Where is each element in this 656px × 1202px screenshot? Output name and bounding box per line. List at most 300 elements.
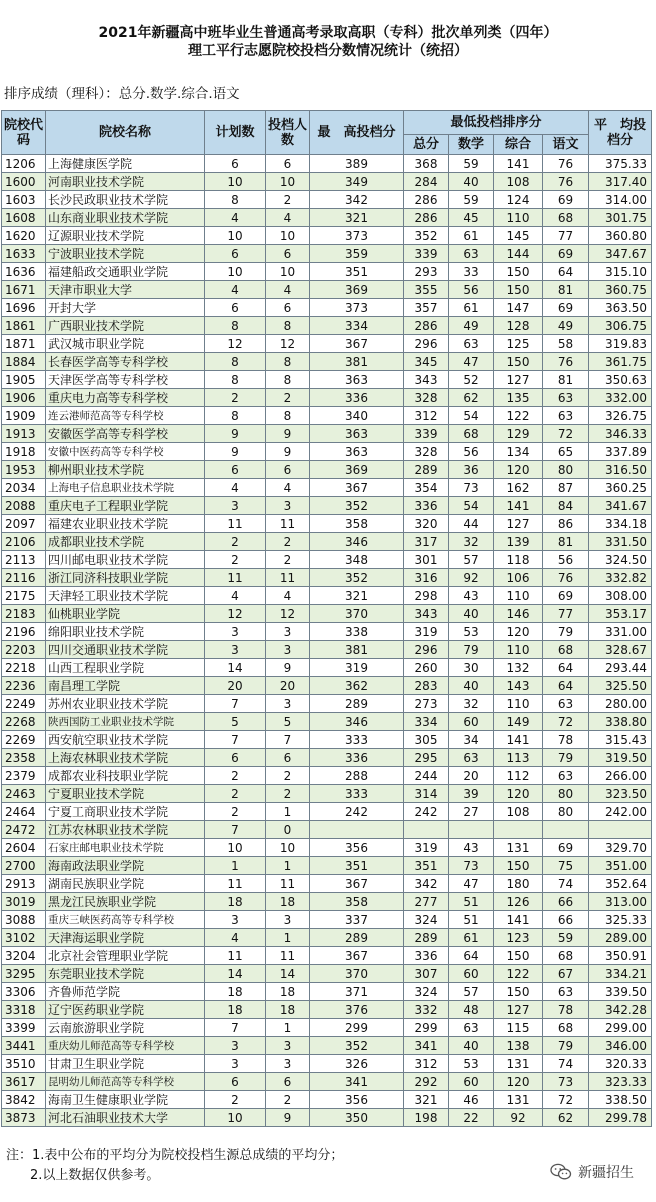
cell-math: 32	[449, 533, 494, 551]
cell-filed: 3	[266, 911, 310, 929]
cell-total: 339	[404, 425, 449, 443]
cell-code: 3510	[2, 1055, 46, 1073]
cell-max: 356	[310, 839, 404, 857]
table-row	[2, 641, 652, 659]
cell-chinese: 59	[543, 929, 589, 947]
cell-math: 63	[449, 749, 494, 767]
cell-max: 359	[310, 245, 404, 263]
cell-total: 312	[404, 407, 449, 425]
cell-name: 四川邮电职业技术学院	[46, 551, 205, 569]
cell-filed: 12	[266, 335, 310, 353]
cell-code: 2088	[2, 497, 46, 515]
cell-plan: 6	[205, 461, 266, 479]
cell-max: 333	[310, 731, 404, 749]
cell-math: 33	[449, 263, 494, 281]
cell-avg: 319.83	[589, 335, 652, 353]
table-row	[2, 533, 652, 551]
cell-total: 343	[404, 605, 449, 623]
cell-filed: 10	[266, 173, 310, 191]
cell-total: 320	[404, 515, 449, 533]
cell-math: 32	[449, 695, 494, 713]
cell-name: 云南旅游职业学院	[46, 1019, 205, 1037]
cell-math: 60	[449, 713, 494, 731]
cell-chinese: 68	[543, 947, 589, 965]
header-code: 院校代码	[2, 111, 46, 155]
cell-math: 73	[449, 857, 494, 875]
cell-plan: 18	[205, 893, 266, 911]
cell-chinese: 78	[543, 731, 589, 749]
cell-avg: 350.63	[589, 371, 652, 389]
cell-chinese: 76	[543, 173, 589, 191]
cell-name: 宁夏工商职业技术学院	[46, 803, 205, 821]
cell-plan: 7	[205, 821, 266, 839]
table-row	[2, 983, 652, 1001]
cell-max: 340	[310, 407, 404, 425]
cell-math: 56	[449, 443, 494, 461]
table-row	[2, 1037, 652, 1055]
cell-name: 天津市职业大学	[46, 281, 205, 299]
table-row	[2, 191, 652, 209]
table-row	[2, 947, 652, 965]
cell-avg: 325.33	[589, 911, 652, 929]
cell-plan: 14	[205, 965, 266, 983]
cell-code: 1905	[2, 371, 46, 389]
cell-comp: 143	[494, 677, 543, 695]
cell-total: 198	[404, 1109, 449, 1127]
cell-name: 甘肃卫生职业学院	[46, 1055, 205, 1073]
cell-total: 319	[404, 839, 449, 857]
cell-math: 79	[449, 641, 494, 659]
cell-comp: 134	[494, 443, 543, 461]
cell-name: 天津海运职业学院	[46, 929, 205, 947]
cell-avg: 266.00	[589, 767, 652, 785]
cell-comp: 127	[494, 1001, 543, 1019]
cell-max: 389	[310, 155, 404, 173]
cell-total: 352	[404, 227, 449, 245]
admission-score-table	[1, 110, 652, 1127]
cell-total: 296	[404, 641, 449, 659]
cell-filed: 9	[266, 1109, 310, 1127]
cell-math: 54	[449, 407, 494, 425]
cell-math: 63	[449, 245, 494, 263]
cell-plan: 10	[205, 839, 266, 857]
cell-chinese: 69	[543, 839, 589, 857]
cell-comp: 125	[494, 335, 543, 353]
cell-filed: 1	[266, 929, 310, 947]
cell-max: 381	[310, 353, 404, 371]
cell-total: 244	[404, 767, 449, 785]
header-avg: 平 均投档分	[589, 111, 652, 155]
cell-name: 宁夏职业技术学院	[46, 785, 205, 803]
cell-avg: 346.33	[589, 425, 652, 443]
cell-chinese: 63	[543, 695, 589, 713]
cell-comp: 132	[494, 659, 543, 677]
cell-name: 上海健康医学院	[46, 155, 205, 173]
cell-name: 天津医学高等专科学校	[46, 371, 205, 389]
cell-chinese: 67	[543, 965, 589, 983]
cell-comp: 150	[494, 983, 543, 1001]
cell-filed: 11	[266, 875, 310, 893]
cell-code: 1206	[2, 155, 46, 173]
cell-filed: 9	[266, 425, 310, 443]
cell-name: 北京社会管理职业学院	[46, 947, 205, 965]
table-row	[2, 317, 652, 335]
cell-comp: 144	[494, 245, 543, 263]
cell-chinese: 76	[543, 569, 589, 587]
cell-max: 289	[310, 929, 404, 947]
cell-comp: 139	[494, 533, 543, 551]
cell-chinese: 80	[543, 785, 589, 803]
cell-math: 59	[449, 191, 494, 209]
cell-avg: 375.33	[589, 155, 652, 173]
table-row	[2, 965, 652, 983]
cell-total: 298	[404, 587, 449, 605]
cell-chinese: 69	[543, 299, 589, 317]
table-row	[2, 1091, 652, 1109]
brand-watermark	[550, 1162, 634, 1182]
table-row	[2, 245, 652, 263]
cell-name: 仙桃职业学院	[46, 605, 205, 623]
cell-filed: 14	[266, 965, 310, 983]
cell-name: 长沙民政职业技术学院	[46, 191, 205, 209]
cell-name: 浙江同济科技职业学院	[46, 569, 205, 587]
cell-code: 1620	[2, 227, 46, 245]
cell-filed: 1	[266, 1019, 310, 1037]
cell-total: 273	[404, 695, 449, 713]
cell-max: 337	[310, 911, 404, 929]
cell-comp	[494, 821, 543, 839]
table-row	[2, 479, 652, 497]
cell-chinese: 49	[543, 317, 589, 335]
cell-name: 辽源职业技术学院	[46, 227, 205, 245]
cell-chinese: 66	[543, 911, 589, 929]
cell-plan: 4	[205, 929, 266, 947]
cell-name: 安徽医学高等专科学校	[46, 425, 205, 443]
cell-name: 广西职业技术学院	[46, 317, 205, 335]
cell-filed: 2	[266, 1091, 310, 1109]
table-row	[2, 299, 652, 317]
table-row	[2, 281, 652, 299]
cell-plan: 3	[205, 497, 266, 515]
cell-math: 73	[449, 479, 494, 497]
cell-comp: 92	[494, 1109, 543, 1127]
cell-comp: 135	[494, 389, 543, 407]
cell-avg: 299.78	[589, 1109, 652, 1127]
cell-math: 34	[449, 731, 494, 749]
cell-plan: 18	[205, 983, 266, 1001]
cell-max: 299	[310, 1019, 404, 1037]
header-math: 数学	[449, 135, 494, 155]
cell-chinese: 73	[543, 1073, 589, 1091]
cell-filed: 3	[266, 1037, 310, 1055]
cell-code: 3441	[2, 1037, 46, 1055]
cell-max: 371	[310, 983, 404, 1001]
cell-filed: 9	[266, 443, 310, 461]
cell-math: 62	[449, 389, 494, 407]
cell-filed: 10	[266, 227, 310, 245]
table-row	[2, 659, 652, 677]
table-row	[2, 227, 652, 245]
cell-name: 湖南民族职业学院	[46, 875, 205, 893]
cell-max: 350	[310, 1109, 404, 1127]
cell-plan: 10	[205, 173, 266, 191]
cell-max	[310, 821, 404, 839]
cell-total: 328	[404, 443, 449, 461]
cell-math: 53	[449, 623, 494, 641]
cell-code: 1909	[2, 407, 46, 425]
cell-code: 2183	[2, 605, 46, 623]
table-row	[2, 893, 652, 911]
cell-filed: 5	[266, 713, 310, 731]
footnote-1: 注：1.表中公布的平均分为院校投档生源总成绩的平均分；	[6, 1148, 344, 1163]
cell-max: 352	[310, 497, 404, 515]
cell-comp: 141	[494, 911, 543, 929]
cell-max: 342	[310, 191, 404, 209]
cell-code: 2472	[2, 821, 46, 839]
cell-max: 369	[310, 281, 404, 299]
cell-filed: 4	[266, 209, 310, 227]
cell-math: 63	[449, 1019, 494, 1037]
cell-math: 48	[449, 1001, 494, 1019]
cell-avg: 339.50	[589, 983, 652, 1001]
cell-name: 南昌理工学院	[46, 677, 205, 695]
cell-avg: 328.67	[589, 641, 652, 659]
cell-code: 1600	[2, 173, 46, 191]
cell-avg: 293.44	[589, 659, 652, 677]
cell-math: 27	[449, 803, 494, 821]
cell-filed: 9	[266, 659, 310, 677]
cell-name: 石家庄邮电职业技术学院	[46, 839, 205, 857]
cell-avg: 329.70	[589, 839, 652, 857]
cell-max: 338	[310, 623, 404, 641]
cell-chinese: 58	[543, 335, 589, 353]
cell-plan: 8	[205, 371, 266, 389]
cell-code: 1633	[2, 245, 46, 263]
table-row	[2, 623, 652, 641]
cell-comp: 146	[494, 605, 543, 623]
cell-comp: 124	[494, 191, 543, 209]
table-row	[2, 461, 652, 479]
cell-total: 283	[404, 677, 449, 695]
cell-filed: 3	[266, 1055, 310, 1073]
cell-chinese: 72	[543, 425, 589, 443]
cell-comp: 131	[494, 1091, 543, 1109]
table-row	[2, 1001, 652, 1019]
cell-total: 319	[404, 623, 449, 641]
cell-avg: 317.40	[589, 173, 652, 191]
cell-avg: 338.80	[589, 713, 652, 731]
cell-chinese: 76	[543, 353, 589, 371]
header-chinese: 语文	[543, 135, 589, 155]
cell-avg: 331.00	[589, 623, 652, 641]
cell-name: 福建船政交通职业学院	[46, 263, 205, 281]
cell-comp: 150	[494, 947, 543, 965]
cell-max: 351	[310, 857, 404, 875]
cell-filed: 4	[266, 479, 310, 497]
cell-math: 20	[449, 767, 494, 785]
cell-math: 61	[449, 929, 494, 947]
cell-math: 47	[449, 353, 494, 371]
cell-avg: 332.82	[589, 569, 652, 587]
cell-plan: 2	[205, 803, 266, 821]
cell-code: 3399	[2, 1019, 46, 1037]
cell-avg: 342.28	[589, 1001, 652, 1019]
cell-math: 68	[449, 425, 494, 443]
cell-chinese: 77	[543, 605, 589, 623]
cell-total: 351	[404, 857, 449, 875]
cell-total: 312	[404, 1055, 449, 1073]
cell-plan: 4	[205, 281, 266, 299]
cell-total: 317	[404, 533, 449, 551]
cell-max: 352	[310, 569, 404, 587]
cell-math: 61	[449, 299, 494, 317]
cell-math: 46	[449, 1091, 494, 1109]
table-row	[2, 911, 652, 929]
cell-plan: 2	[205, 551, 266, 569]
cell-comp: 120	[494, 1073, 543, 1091]
cell-comp: 150	[494, 353, 543, 371]
cell-chinese: 68	[543, 1019, 589, 1037]
cell-plan: 12	[205, 335, 266, 353]
cell-code: 2604	[2, 839, 46, 857]
cell-total: 242	[404, 803, 449, 821]
cell-code: 1918	[2, 443, 46, 461]
cell-avg: 332.00	[589, 389, 652, 407]
cell-avg: 331.50	[589, 533, 652, 551]
cell-code: 3842	[2, 1091, 46, 1109]
cell-code: 1603	[2, 191, 46, 209]
cell-avg: 306.75	[589, 317, 652, 335]
cell-name: 上海农林职业技术学院	[46, 749, 205, 767]
cell-comp: 122	[494, 407, 543, 425]
cell-filed: 8	[266, 317, 310, 335]
cell-math: 45	[449, 209, 494, 227]
cell-avg: 363.50	[589, 299, 652, 317]
cell-plan: 2	[205, 785, 266, 803]
table-row	[2, 515, 652, 533]
cell-avg: 353.17	[589, 605, 652, 623]
table-row	[2, 389, 652, 407]
cell-avg: 320.33	[589, 1055, 652, 1073]
cell-avg: 360.25	[589, 479, 652, 497]
cell-avg: 351.00	[589, 857, 652, 875]
cell-filed: 4	[266, 281, 310, 299]
table-row	[2, 1019, 652, 1037]
cell-total: 345	[404, 353, 449, 371]
cell-filed: 3	[266, 641, 310, 659]
cell-filed: 18	[266, 983, 310, 1001]
header-total: 总分	[404, 135, 449, 155]
cell-avg: 314.00	[589, 191, 652, 209]
cell-chinese: 84	[543, 497, 589, 515]
cell-filed: 12	[266, 605, 310, 623]
cell-plan: 3	[205, 623, 266, 641]
cell-chinese: 64	[543, 659, 589, 677]
cell-code: 3204	[2, 947, 46, 965]
cell-plan: 7	[205, 731, 266, 749]
cell-comp: 129	[494, 425, 543, 443]
cell-total	[404, 821, 449, 839]
cell-total: 336	[404, 497, 449, 515]
cell-name: 苏州农业职业技术学院	[46, 695, 205, 713]
cell-name: 昆明幼儿师范高等专科学校	[46, 1073, 205, 1091]
table-row	[2, 785, 652, 803]
cell-plan: 8	[205, 353, 266, 371]
cell-max: 362	[310, 677, 404, 695]
cell-chinese: 64	[543, 263, 589, 281]
cell-filed: 3	[266, 497, 310, 515]
cell-filed: 18	[266, 893, 310, 911]
cell-total: 332	[404, 1001, 449, 1019]
cell-total: 334	[404, 713, 449, 731]
cell-math: 61	[449, 227, 494, 245]
cell-plan: 6	[205, 1073, 266, 1091]
cell-comp: 120	[494, 785, 543, 803]
cell-total: 289	[404, 461, 449, 479]
cell-chinese: 56	[543, 551, 589, 569]
cell-filed: 2	[266, 767, 310, 785]
cell-name: 重庆电力高等专科学校	[46, 389, 205, 407]
cell-total: 292	[404, 1073, 449, 1091]
cell-chinese: 65	[543, 443, 589, 461]
cell-math: 57	[449, 983, 494, 1001]
cell-code: 3295	[2, 965, 46, 983]
cell-math: 92	[449, 569, 494, 587]
cell-total: 324	[404, 983, 449, 1001]
cell-max: 367	[310, 947, 404, 965]
table-row	[2, 1055, 652, 1073]
cell-chinese: 69	[543, 587, 589, 605]
cell-name: 山西工程职业学院	[46, 659, 205, 677]
cell-total: 299	[404, 1019, 449, 1037]
cell-name: 东莞职业技术学院	[46, 965, 205, 983]
cell-code: 2269	[2, 731, 46, 749]
cell-max: 346	[310, 533, 404, 551]
cell-filed: 6	[266, 245, 310, 263]
header-plan: 计划数	[205, 111, 266, 155]
cell-code: 1671	[2, 281, 46, 299]
cell-max: 373	[310, 299, 404, 317]
cell-filed: 6	[266, 749, 310, 767]
cell-max: 289	[310, 695, 404, 713]
cell-filed: 8	[266, 371, 310, 389]
cell-comp: 127	[494, 515, 543, 533]
cell-total: 357	[404, 299, 449, 317]
cell-comp: 131	[494, 1055, 543, 1073]
cell-total: 368	[404, 155, 449, 173]
cell-max: 326	[310, 1055, 404, 1073]
cell-code: 2268	[2, 713, 46, 731]
table-row	[2, 857, 652, 875]
cell-comp: 123	[494, 929, 543, 947]
cell-math: 60	[449, 1073, 494, 1091]
cell-math: 30	[449, 659, 494, 677]
cell-filed: 6	[266, 461, 310, 479]
cell-max: 242	[310, 803, 404, 821]
cell-plan: 6	[205, 245, 266, 263]
cell-comp: 127	[494, 371, 543, 389]
cell-code: 2913	[2, 875, 46, 893]
cell-math: 54	[449, 497, 494, 515]
cell-code: 3019	[2, 893, 46, 911]
cell-avg: 324.50	[589, 551, 652, 569]
cell-math: 59	[449, 155, 494, 173]
cell-max: 336	[310, 749, 404, 767]
cell-avg: 347.67	[589, 245, 652, 263]
cell-max: 346	[310, 713, 404, 731]
cell-name: 海南政法职业学院	[46, 857, 205, 875]
cell-avg: 346.00	[589, 1037, 652, 1055]
